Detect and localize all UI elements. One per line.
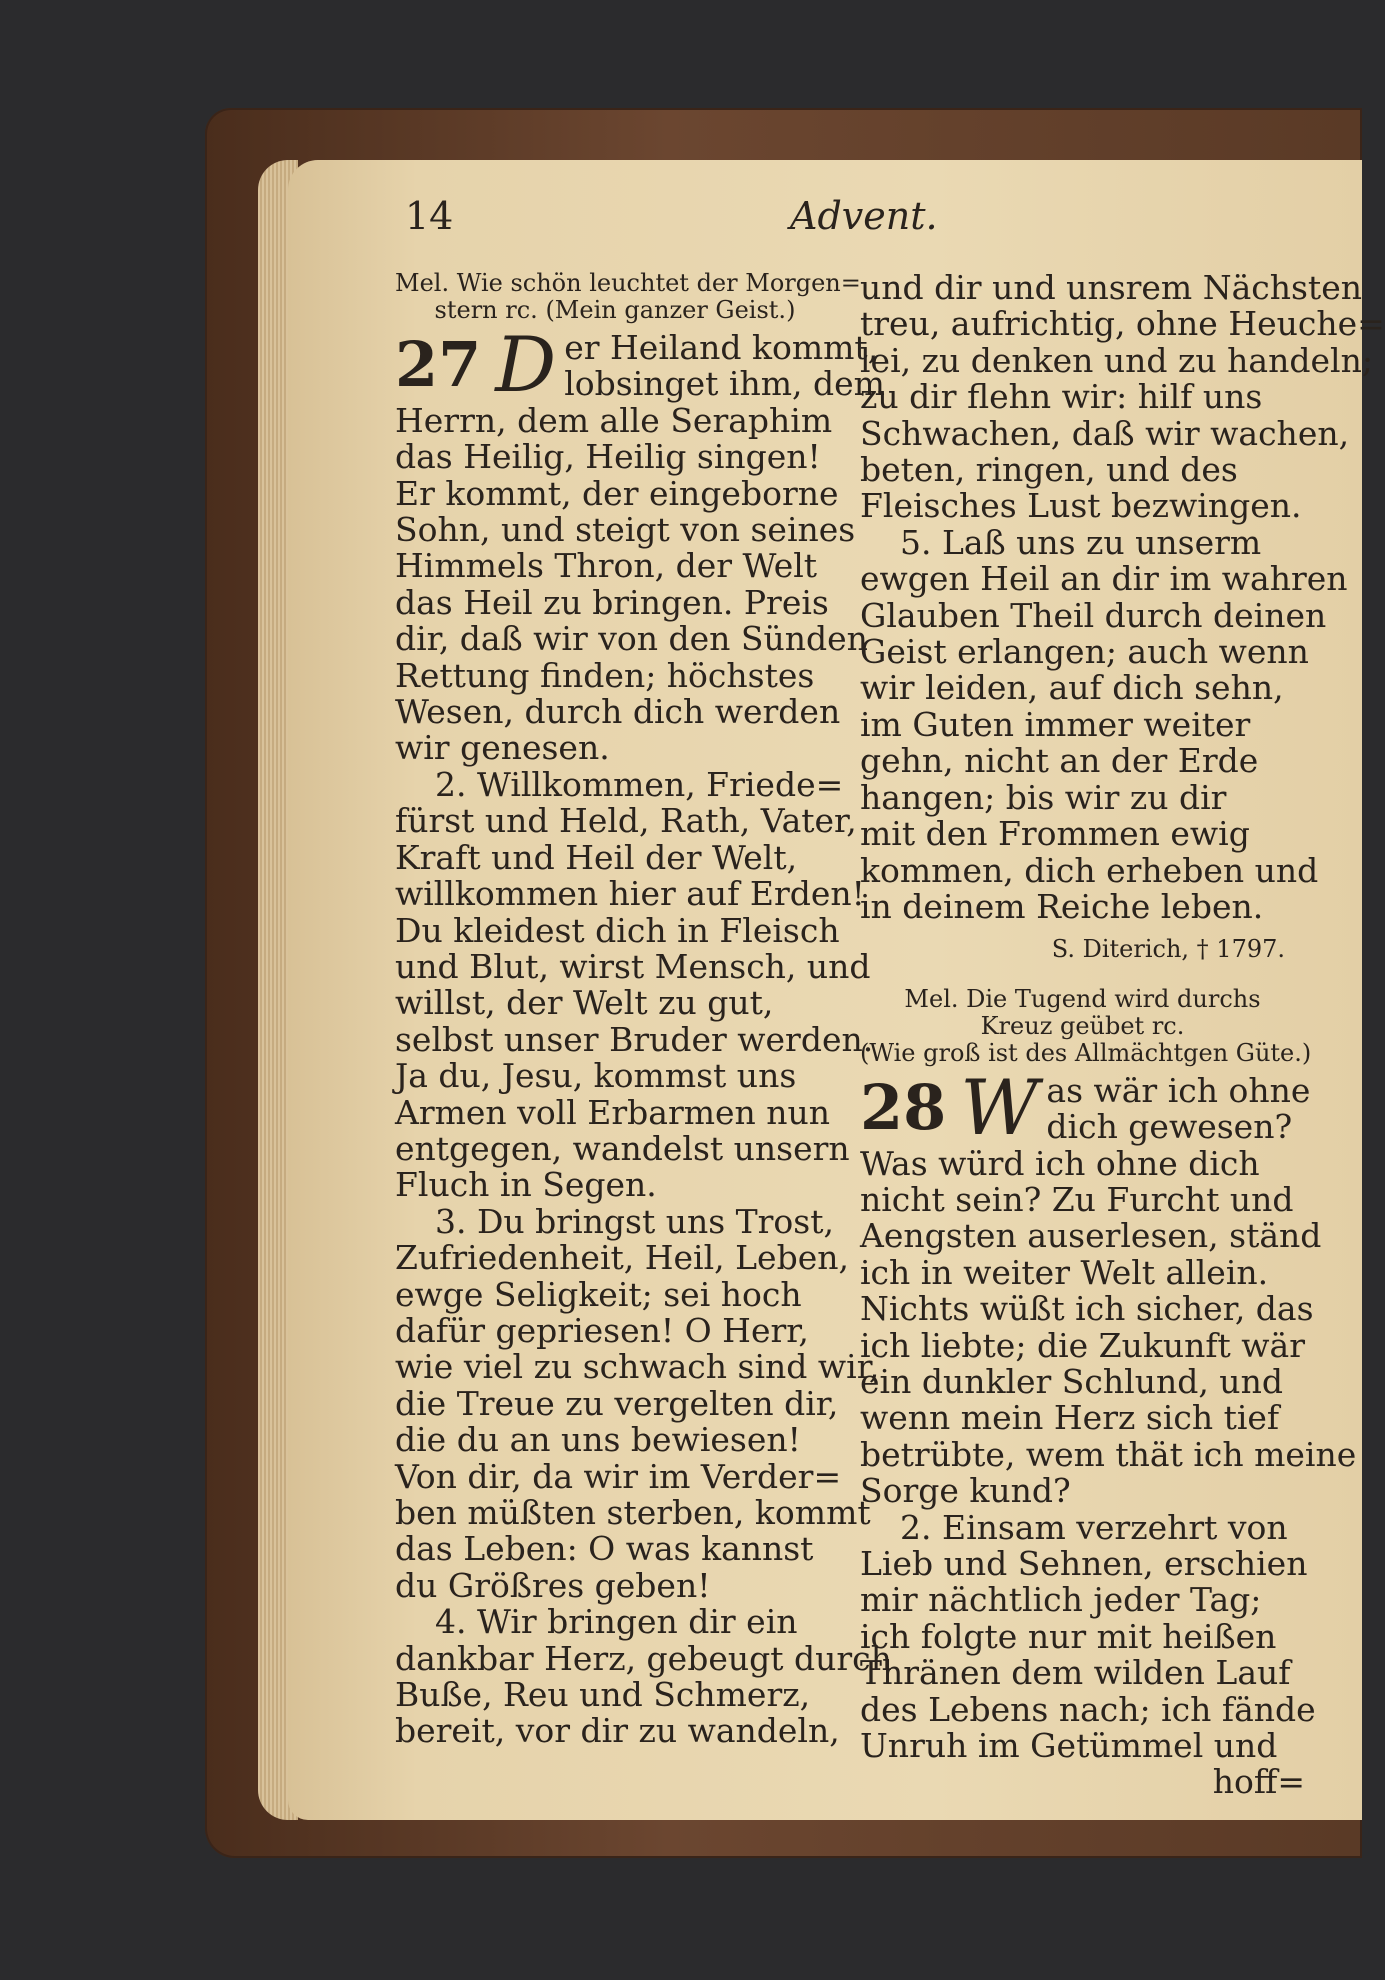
- drop-cap: W: [960, 1062, 1039, 1152]
- hymn-28: 28 W as wär ich ohne dich gewesen? Was würd ich ohne dich nicht sein? Zu Furcht und Aengsten auserlesen, ständ ich in weiter Welt allein. Nichts wüßt ich sicher, das ich liebte; die Zukunft wär ein dunkler Schlund, und wenn mein Herz sich tief betrübte, wem thät ich meine Sorge kund?: [860, 1062, 1357, 1511]
- page-number: 14: [405, 194, 454, 238]
- verse-4: 4. Wir bringen dir ein dankbar Herz, gebeugt durch Buße, Reu und Schmerz, bereit, vor dir zu wandeln,: [395, 1602, 892, 1751]
- author-attribution: S. Diterich, † 1797.: [1051, 935, 1285, 964]
- catchword: hoff=: [1212, 1762, 1305, 1802]
- melody-note: Mel. Die Tugend wird durchs Kreuz geübet rc. (Wie groß ist des Allmächtgen Güte.): [860, 984, 1312, 1067]
- verse-2: 2. Willkommen, Friede= fürst und Held, Rath, Vater, Kraft und Heil der Welt, willkommen hier auf Erden! Du kleidest dich in Fleisch und Blut, wirst Mensch, und willst, der Welt zu gut, selbst unser Bruder werden. Ja du, Jesu, kommst uns Armen voll Erbarmen nun entgegen, wandelst unsern Fluch in Segen.: [395, 764, 874, 1205]
- drop-cap: D: [495, 320, 557, 409]
- right-column: [860, 268, 1385, 1802]
- verse-3: 3. Du bringst uns Trost, Zufriedenheit, Heil, Leben, ewge Seligkeit; sei hoch dafür gepriesen! O Herr, wie viel zu schwach sind wir, die Treue zu vergelten dir, die du an uns bewiesen! Von dir, da wir im Verder= ben müßten sterben, kommt das Leben: O was kannst du Größres geben!: [395, 1201, 880, 1605]
- verse-4-continued: und dir und unsrem Nächsten treu, aufrichtig, ohne Heuche= lei, zu denken und zu handeln; zu dir flehn wir: hilf uns Schwachen, daß wir wachen, beten, ringen, und des Fleisches Lust bezwingen.: [860, 268, 1385, 526]
- melody-note: Mel. Wie schön leuchtet der Morgen= stern rc. (Mein ganzer Geist.): [395, 269, 861, 324]
- left-column: [395, 269, 892, 1751]
- hymn-27: 27 D er Heiland kommt, lobsinget ihm, dem Herrn, dem alle Seraphim das Heilig, Heilig singen! Er kommt, der eingeborne Sohn, und steigt von seines Himmels Thron, der Welt das Heil zu bringen. Preis dir, daß wir von den Sünden Rettung finden; höchstes Wesen, durch dich werden wir genesen.: [395, 320, 885, 768]
- hymn-number: 28: [860, 1070, 947, 1144]
- hymn-number: 27: [395, 328, 482, 401]
- verse-5: 5. Laß uns zu unserm ewgen Heil an dir im wahren Glauben Theil durch deinen Geist erlangen; auch wenn wir leiden, auf dich sehn, im Guten immer weiter gehn, nicht an der Erde hangen; bis wir zu dir mit den Frommen ewig kommen, dich erheben und in deinem Reiche leben.: [860, 522, 1348, 926]
- verse-2: 2. Einsam verzehrt von Lieb und Sehnen, erschien mir nächtlich jeder Tag; ich folgte nur mit heißen Thränen dem wilden Lauf des Lebens nach; ich fände Unruh im Getümmel und: [860, 1507, 1316, 1766]
- running-title: Advent.: [790, 194, 938, 238]
- page-header: [395, 190, 1340, 250]
